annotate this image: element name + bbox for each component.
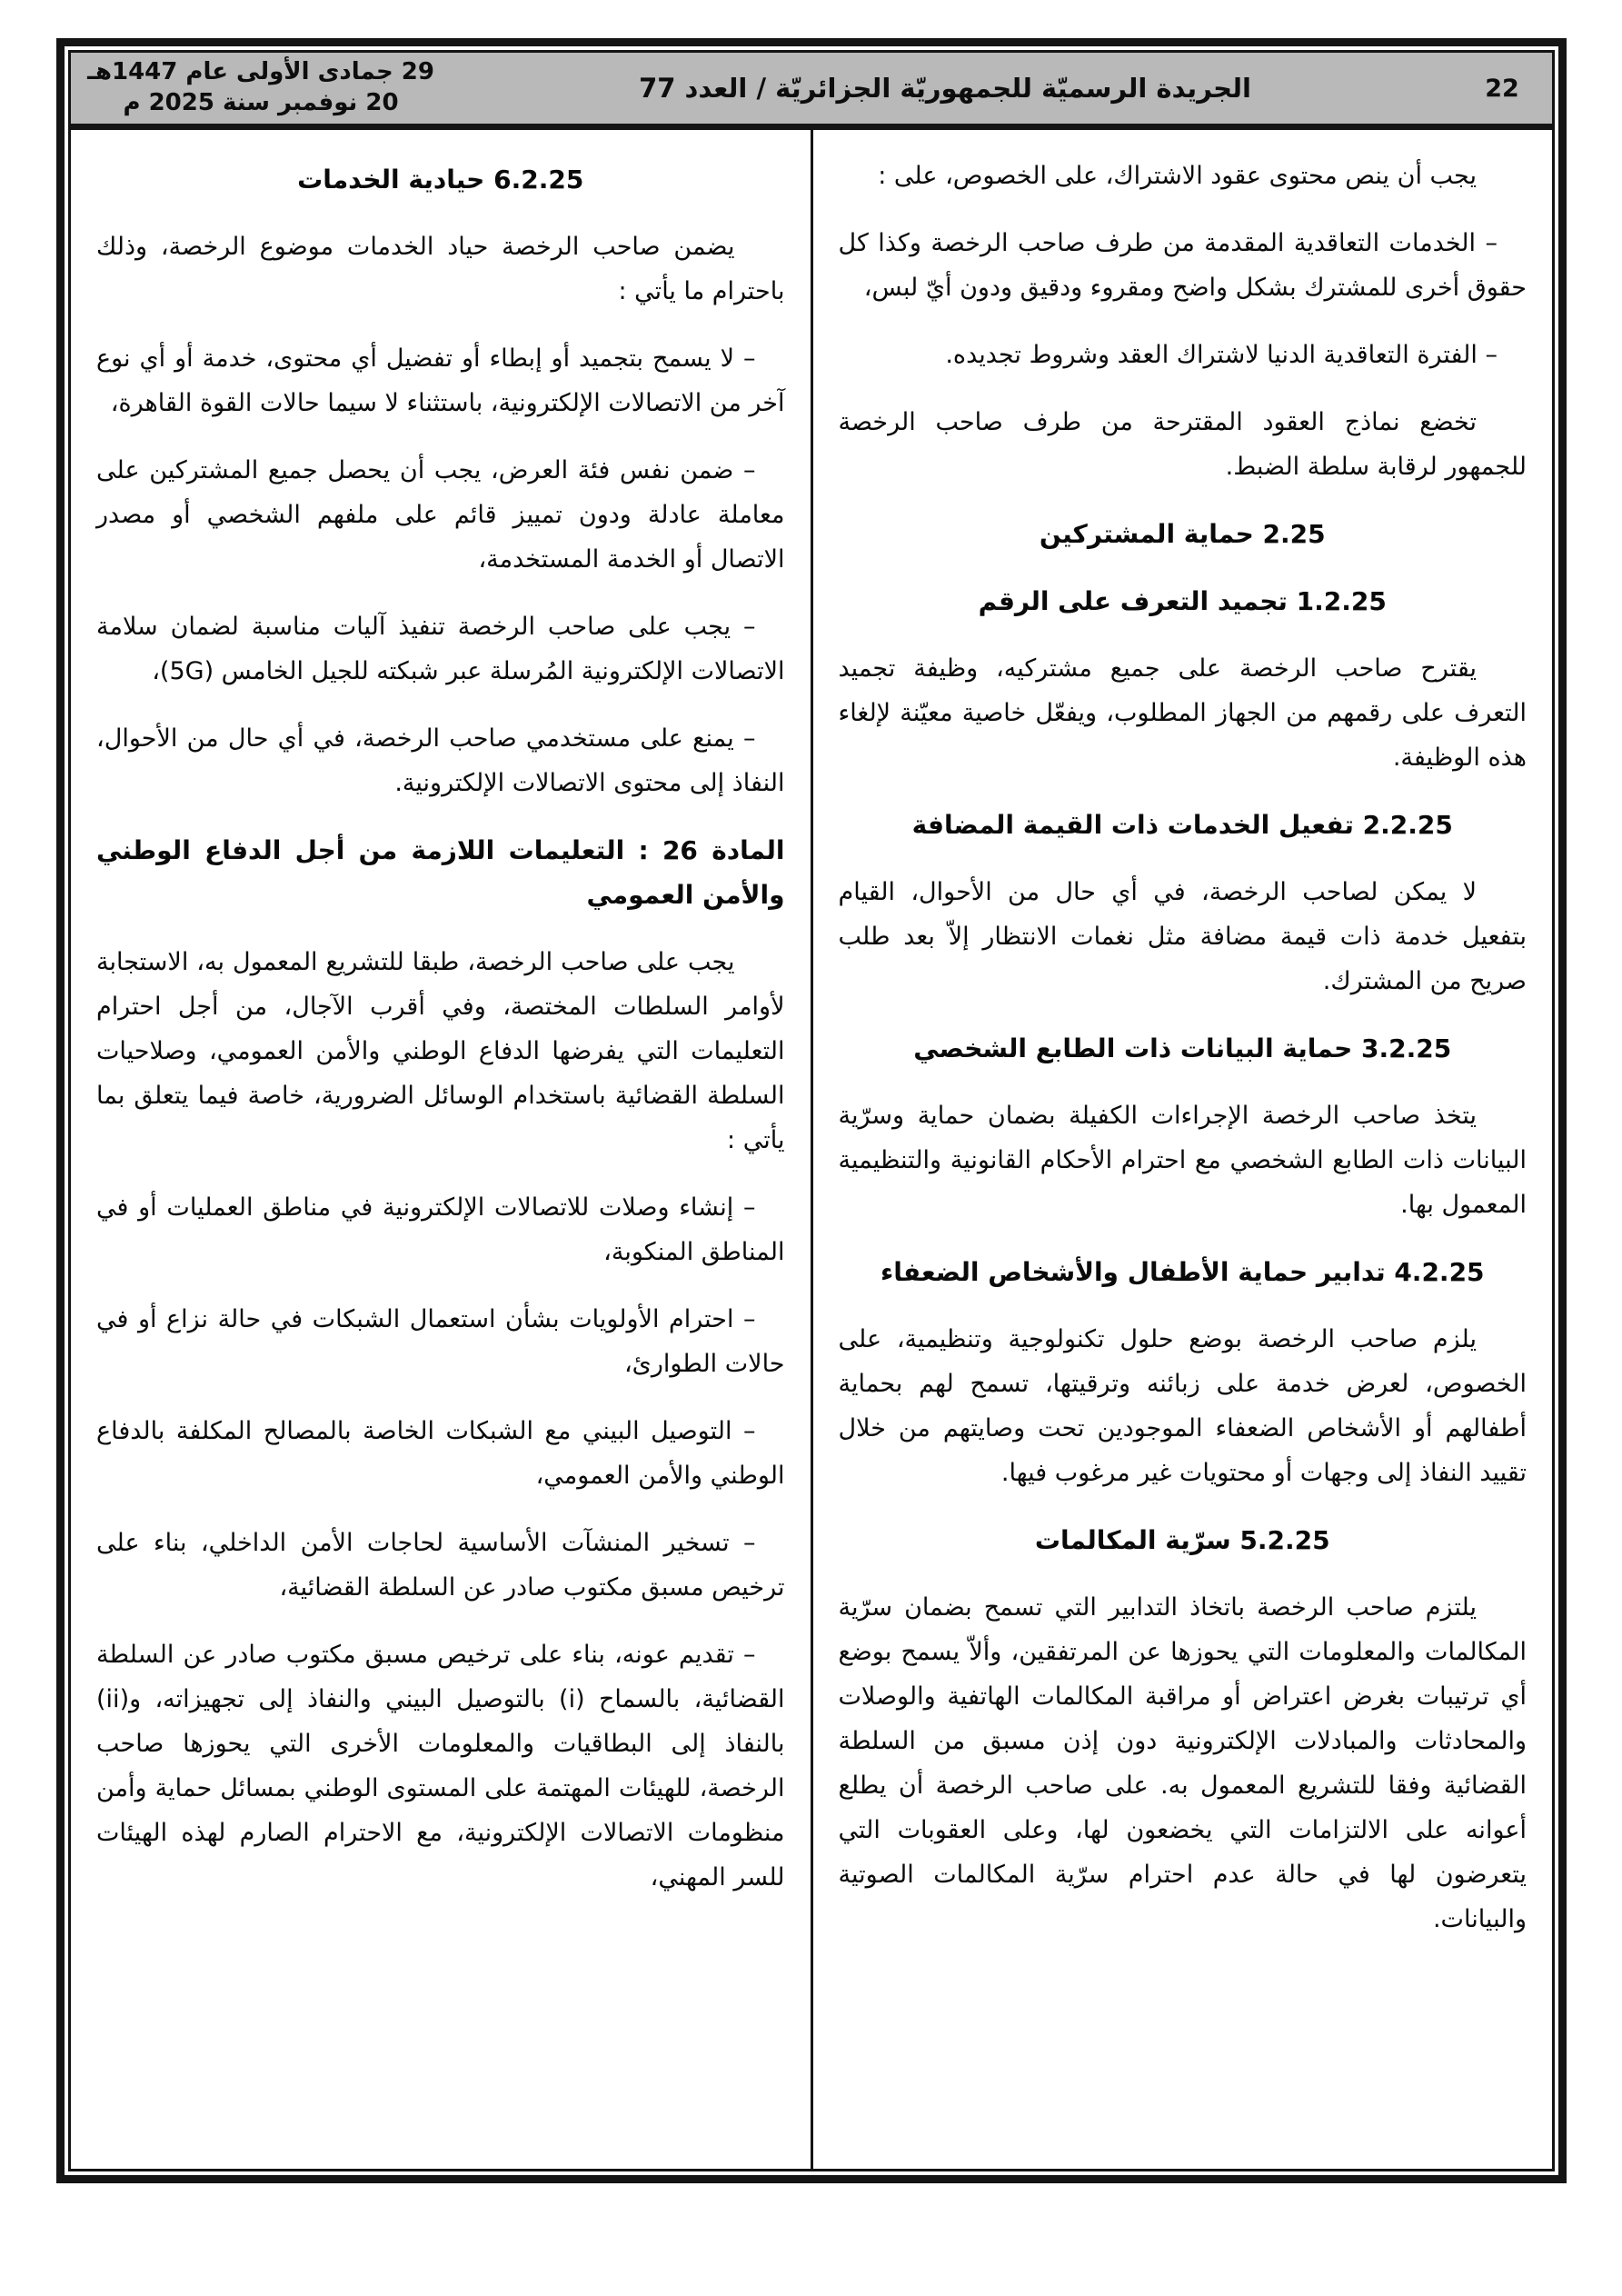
section-heading: 2.25 حماية المشتركين	[1039, 519, 1326, 549]
list-item: – يمنع على مستخدمي صاحب الرخصة، في أي حال من الأحوال، النفاذ إلى محتوى الاتصالات الإلكترونية.	[96, 724, 785, 797]
issue-date	[71, 57, 438, 119]
paragraph: يلزم صاحب الرخصة بوضع حلول تكنولوجية وتنظيمية، على الخصوص، لعرض خدمة على زبائنه وترقيتها، تسمح لهم بحماية أطفالهم أو الأشخاص الضعفاء الموجودين تحت وصايتهم من خلال تقييد النفاذ إلى وجهات أو محتويات غير مرغوب فيها.	[838, 1325, 1527, 1487]
page-inner-frame	[68, 50, 1555, 2171]
paragraph: يضمن صاحب الرخصة حياد الخدمات موضوع الرخصة، وذلك باحترام ما يأتي :	[96, 233, 785, 305]
column-left	[71, 130, 811, 2169]
section-heading: 4.2.25 تدابير حماية الأطفال والأشخاص الضعفاء	[880, 1257, 1485, 1287]
column-right	[813, 130, 1553, 2169]
list-item: – احترام الأولويات بشأن استعمال الشبكات في حالة نزاع أو في حالات الطوارئ،	[96, 1305, 785, 1378]
paragraph: يلتزم صاحب الرخصة باتخاذ التدابير التي تسمح بضمان سرّية المكالمات والمعلومات التي يحوزها عن المرتفقين، وألاّ يسمح بوضع أي ترتيبات بغرض اعتراض أو مراقبة المكالمات الهاتفية والوصلات والمحادثات والمبادلات الإلكترونية دون إذن مسبق من السلطة القضائية وفقا للتشريع المعمول به. على صاحب الرخصة أن يطلع أعوانه على الالتزامات التي يخضعون لها، وعلى العقوبات التي يتعرضون لها في حالة عدم احترام سرّية المكالمات الصوتية والبيانات.	[838, 1593, 1527, 1933]
list-item: – تسخير المنشآت الأساسية لحاجات الأمن الداخلي، بناء على ترخيص مسبق مكتوب صادر عن السلطة القضائية،	[96, 1529, 785, 1602]
list-item: – يجب على صاحب الرخصة تنفيذ آليات مناسبة لضمان سلامة الاتصالات الإلكترونية المُرسلة عبر شبكته للجيل الخامس (5G)،	[96, 613, 785, 685]
paragraph: تخضع نماذج العقود المقترحة من طرف صاحب الرخصة للجمهور لرقابة سلطة الضبط.	[838, 408, 1527, 481]
page-header	[71, 53, 1552, 130]
list-item: – الفترة التعاقدية الدنيا لاشتراك العقد وشروط تجديده.	[945, 341, 1498, 369]
page-border-frame	[56, 38, 1567, 2183]
list-item: – لا يسمح بتجميد أو إبطاء أو تفضيل أي محتوى، خدمة أو أي نوع آخر من الاتصالات الإلكترونية، باستثناء لا سيما حالات القوة القاهرة،	[96, 344, 785, 417]
paragraph: يجب على صاحب الرخصة، طبقا للتشريع المعمول به، الاستجابة لأوامر السلطات المختصة، وفي أقرب الآجال، من أجل احترام التعليمات التي يفرضها الدفاع الوطني والأمن العمومي، وصلاحيات السلطة القضائية باستخدام الوسائل الضرورية، خاصة فيما يتعلق بما يأتي :	[96, 948, 785, 1154]
list-item: – ضمن نفس فئة العرض، يجب أن يحصل جميع المشتركين على معاملة عادلة ودون تمييز قائم على ملفهم الشخصي أو مصدر الاتصال أو الخدمة المستخدمة،	[96, 456, 785, 574]
column-divider	[811, 130, 813, 2169]
issue-date-gregorian: 20 نوفمبر سنة 2025 م	[123, 89, 399, 116]
paragraph: يجب أن ينص محتوى عقود الاشتراك، على الخصوص، على :	[878, 162, 1477, 190]
two-column-body	[71, 130, 1552, 2169]
paragraph: لا يمكن لصاحب الرخصة، في أي حال من الأحوال، القيام بتفعيل خدمة ذات قيمة مضافة مثل نغمات الانتظار إلاّ بعد طلب صريح من المشترك.	[838, 878, 1527, 995]
list-item: – التوصيل البيني مع الشبكات الخاصة بالمصالح المكلفة بالدفاع الوطني والأمن العمومي،	[96, 1417, 785, 1490]
section-heading: 6.2.25 حيادية الخدمات	[297, 165, 584, 195]
section-heading: 1.2.25 تجميد التعرف على الرقم	[978, 586, 1387, 616]
paragraph: يتخذ صاحب الرخصة الإجراءات الكفيلة بضمان حماية وسرّية البيانات ذات الطابع الشخصي مع احترام الأحكام القانونية والتنظيمية المعمول بها.	[838, 1102, 1527, 1219]
list-item: – الخدمات التعاقدية المقدمة من طرف صاحب الرخصة وكذا كل حقوق أخرى للمشترك بشكل واضح ومقروء ودقيق ودون أيّ لبس،	[838, 229, 1527, 302]
section-heading: 5.2.25 سرّية المكالمات	[1034, 1525, 1330, 1555]
issue-date-hijri: 29 جمادى الأولى عام 1447هـ	[87, 58, 434, 86]
section-heading: المادة 26 : التعليمات اللازمة من أجل الدفاع الوطني والأمن العمومي	[96, 835, 785, 910]
section-heading: 3.2.25 حماية البيانات ذات الطابع الشخصي	[913, 1033, 1452, 1063]
list-item: – إنشاء وصلات للاتصالات الإلكترونية في مناطق العمليات أو في المناطق المنكوبة،	[96, 1193, 785, 1266]
list-item: – تقديم عونه، بناء على ترخيص مسبق مكتوب صادر عن السلطة القضائية، بالسماح (i) بالتوصيل البيني والنفاذ إلى تجهيزاته، و(ii) بالنفاذ إلى البطاقيات والمعلومات الأخرى التي يحوزها صاحب الرخصة، للهيئات المهتمة على المستوى الوطني بمسائل حماية وأمن منظومات الاتصالات الإلكترونية، مع الاحترام الصارم لهذه الهيئات للسر المهني،	[96, 1641, 785, 1892]
page-number: 22	[1485, 74, 1519, 103]
section-heading: 2.2.25 تفعيل الخدمات ذات القيمة المضافة	[911, 810, 1453, 840]
gazette-title: الجريدة الرسميّة للجمهوريّة الجزائريّة / العدد 77	[639, 73, 1251, 104]
paragraph: يقترح صاحب الرخصة على جميع مشتركيه، وظيفة تجميد التعرف على رقمهم من الجهاز المطلوب، ويفعّل خاصية معيّنة لإلغاء هذه الوظيفة.	[838, 654, 1527, 772]
